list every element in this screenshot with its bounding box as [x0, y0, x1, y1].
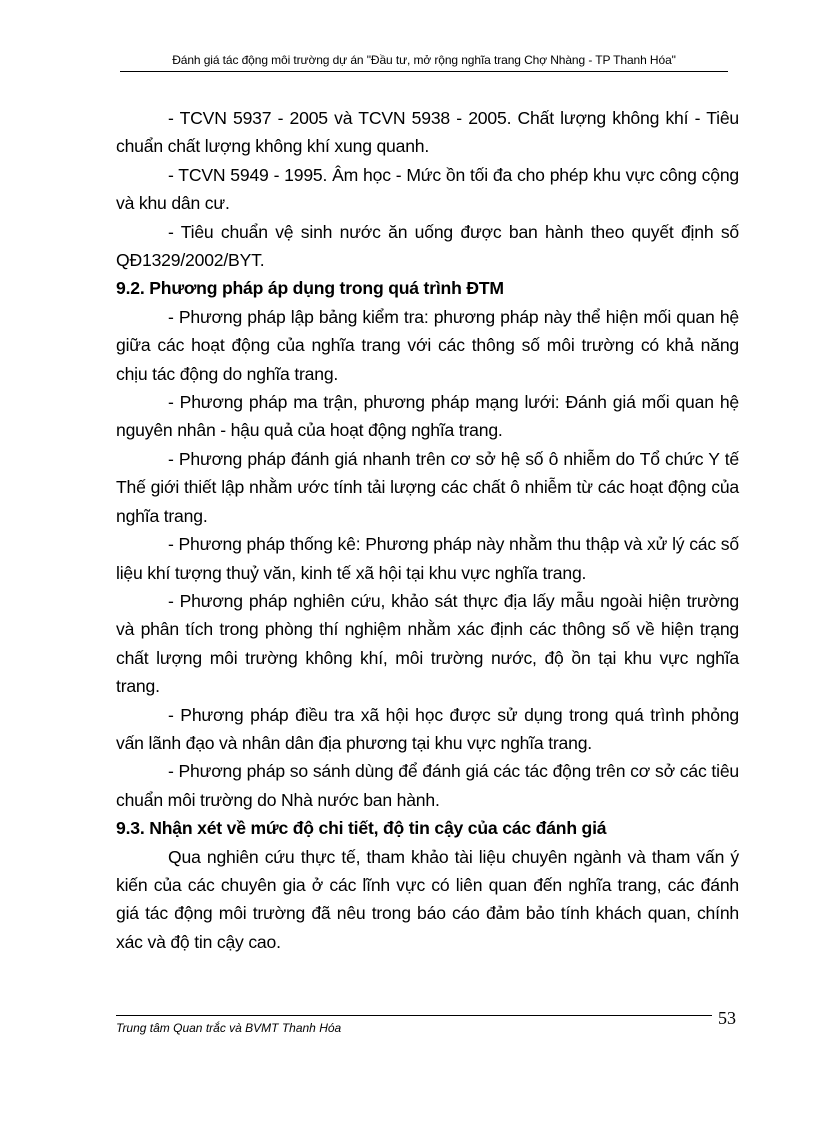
paragraph-matrix-method: - Phương pháp ma trận, phương pháp mạng lưới: Đánh giá mối quan hệ nguyên nhân - hậu quả của hoạt động nghĩa trang.: [116, 392, 739, 441]
paragraph-sociological-survey: - Phương pháp điều tra xã hội học được sử dụng trong quá trình phỏng vấn lãnh đạo và nhân dân địa phương tại khu vực nghĩa trang.: [116, 704, 739, 753]
paragraph-tcvn-5949: - TCVN 5949 - 1995. Âm học - Mức ồn tối đa cho phép khu vực công cộng và khu dân cư.: [116, 164, 739, 214]
paragraph-reliability-conclusion: Qua nghiên cứu thực tế, tham khảo tài liệu chuyên ngành và tham vấn ý kiến của các chuyên gia ở các lĩnh vực có liên quan đến nghĩa trang, các đánh giá tác động môi trường đã nêu trong báo cáo đảm bảo tính khách quan, chính xác và độ tin cậy cao.: [116, 846, 739, 952]
section-heading-9-2: 9.2. Phương pháp áp dụng trong quá trình ĐTM: [116, 278, 504, 299]
paragraph-statistics-method: - Phương pháp thống kê: Phương pháp này nhằm thu thập và xử lý các số liệu khí tượng thuỷ văn, kinh tế xã hội tại khu vực nghĩa trang.: [116, 534, 739, 583]
paragraph-checklist-method: - Phương pháp lập bảng kiểm tra: phương pháp này thể hiện mối quan hệ giữa các hoạt động của nghĩa trang với các thông số môi trường có khả năng chịu tác động do nghĩa trang.: [116, 306, 739, 384]
footer-divider: [116, 1015, 712, 1016]
paragraph-field-survey: - Phương pháp nghiên cứu, khảo sát thực địa lấy mẫu ngoài hiện trường và phân tích trong phòng thí nghiệm nhằm xác định các thông số về hiện trạng chất lượng môi trường không khí, môi trường nước, độ ồn tại khu vực nghĩa trang.: [116, 590, 739, 697]
paragraph-comparison-method: - Phương pháp so sánh dùng để đánh giá các tác động trên cơ sở các tiêu chuẩn môi trường do Nhà nước ban hành.: [116, 761, 739, 810]
page-number: 53: [718, 1008, 736, 1028]
paragraph-water-standard: - Tiêu chuẩn vệ sinh nước ăn uống được ban hành theo quyết định số QĐ1329/2002/BYT.: [116, 221, 739, 271]
document-body: [116, 104, 739, 956]
paragraph-tcvn-5937: - TCVN 5937 - 2005 và TCVN 5938 - 2005. Chất lượng không khí - Tiêu chuẩn chất lượng không khí xung quanh.: [116, 108, 739, 157]
page-header: Đánh giá tác động môi trường dự án "Đầu tư, mở rộng nghĩa trang Chợ Nhàng - TP Thanh Hóa": [120, 53, 728, 72]
section-heading-9-3: 9.3. Nhận xét về mức độ chi tiết, độ tin cậy của các đánh giá: [116, 818, 607, 839]
paragraph-rapid-assessment: - Phương pháp đánh giá nhanh trên cơ sở hệ số ô nhiễm do Tổ chức Y tế Thế giới thiết lập nhằm ước tính tải lượng các chất ô nhiễm từ các hoạt động của nghĩa trang.: [116, 448, 739, 526]
footer-organization: Trung tâm Quan trắc và BVMT Thanh Hóa: [116, 1021, 342, 1035]
